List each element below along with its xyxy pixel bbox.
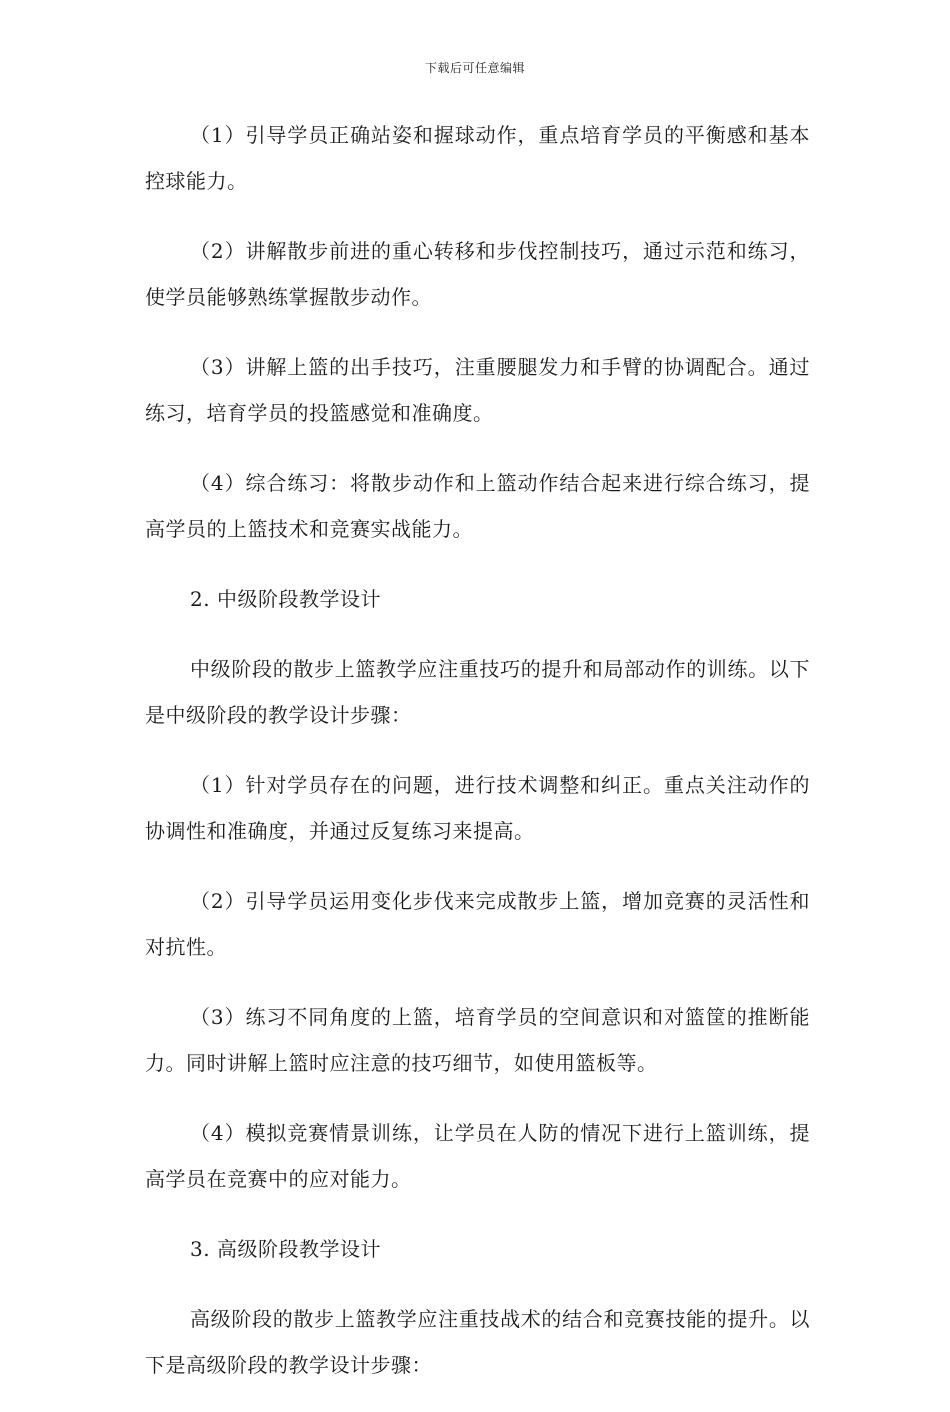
header-note: 下载后可任意编辑 (424, 61, 525, 75)
section-heading-advanced: 3. 高级阶段教学设计 (190, 1237, 381, 1261)
paragraph-intermediate-step-2: （2）引导学员运用变化步伐来完成散步上篮，增加竞赛的灵活性和对抗性。 (145, 889, 810, 959)
section-heading-intermediate: 2. 中级阶段教学设计 (190, 587, 381, 611)
paragraph-intermediate-step-1: （1）针对学员存在的问题，进行技术调整和纠正。重点关注动作的协调性和准确度，并通过反复练习来提高。 (145, 773, 810, 843)
paragraph-intermediate-intro: 中级阶段的散步上篮教学应注重技巧的提升和局部动作的训练。以下是中级阶段的教学设计步骤： (145, 657, 810, 727)
paragraph-basic-step-3: （3）讲解上篮的出手技巧，注重腰腿发力和手臂的协调配合。通过练习，培育学员的投篮感觉和准确度。 (145, 355, 810, 425)
paragraph-intermediate-step-3: （3）练习不同角度的上篮，培育学员的空间意识和对篮筐的推断能力。同时讲解上篮时应注意的技巧细节，如使用篮板等。 (145, 1005, 810, 1075)
paragraph-basic-step-4: （4）综合练习：将散步动作和上篮动作结合起来进行综合练习，提高学员的上篮技术和竞赛实战能力。 (145, 471, 810, 541)
paragraph-intermediate-step-4: （4）模拟竞赛情景训练，让学员在人防的情况下进行上篮训练，提高学员在竞赛中的应对能力。 (145, 1121, 810, 1191)
paragraph-basic-step-1: （1）引导学员正确站姿和握球动作，重点培育学员的平衡感和基本控球能力。 (145, 123, 810, 193)
paragraph-basic-step-2: （2）讲解散步前进的重心转移和步伐控制技巧，通过示范和练习，使学员能够熟练掌握散步动作。 (145, 239, 810, 309)
document-body (145, 112, 810, 1412)
paragraph-advanced-intro: 高级阶段的散步上篮教学应注重技战术的结合和竞赛技能的提升。以下是高级阶段的教学设计步骤： (145, 1307, 810, 1377)
